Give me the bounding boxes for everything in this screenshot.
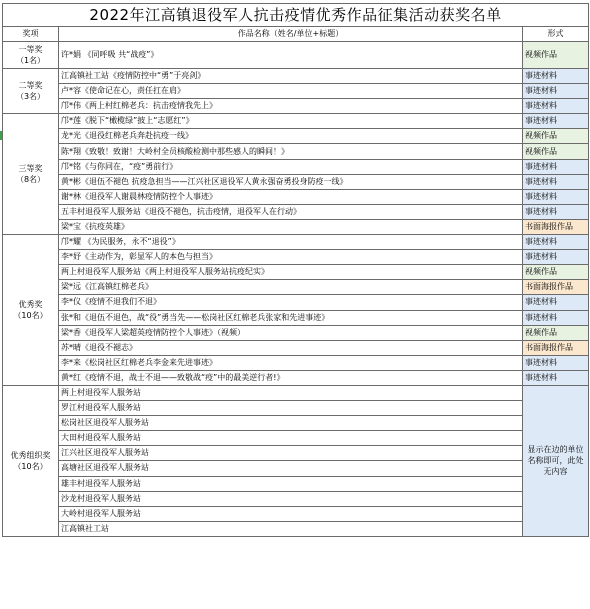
form-cell[interactable]: 事迹材料 <box>523 84 589 99</box>
work-cell[interactable]: 松岗社区退役军人服务站 <box>59 416 523 431</box>
form-cell[interactable]: 书面海报作品 <box>523 280 589 295</box>
org-note-cell[interactable]: 显示在边的单位名称即可，此处无内容 <box>523 385 589 536</box>
header-award[interactable]: 奖项 <box>3 27 59 42</box>
table-row <box>3 401 589 416</box>
work-cell[interactable]: 谢*林《退役军人谢晨林疫情防控个人事迹》 <box>59 189 523 204</box>
work-cell[interactable]: 江兴社区退役军人服务站 <box>59 446 523 461</box>
form-cell[interactable]: 视频作品 <box>523 144 589 159</box>
work-cell[interactable]: 罗江村退役军人服务站 <box>59 401 523 416</box>
form-cell[interactable]: 事迹材料 <box>523 99 589 114</box>
table-row <box>3 189 589 204</box>
form-cell[interactable]: 事迹材料 <box>523 69 589 84</box>
work-cell[interactable]: 江高镇社工站《疫情防控中“勇”于亮剑》 <box>59 69 523 84</box>
table-row <box>3 385 589 400</box>
table-row <box>3 204 589 219</box>
header-form[interactable]: 形式 <box>523 27 589 42</box>
work-cell[interactable]: 两上村退役军人服务站《两上村退役军人服务站抗疫纪实》 <box>59 265 523 280</box>
header-work[interactable]: 作品名称（姓名/单位+标题） <box>59 27 523 42</box>
table-row <box>3 129 589 144</box>
table-row <box>3 446 589 461</box>
form-cell[interactable]: 事迹材料 <box>523 235 589 250</box>
work-cell[interactable]: 梁*远《江高镇红棉老兵》 <box>59 280 523 295</box>
work-cell[interactable]: 卢*容《使命记在心，责任扛在肩》 <box>59 84 523 99</box>
form-cell[interactable]: 事迹材料 <box>523 159 589 174</box>
award-cell[interactable]: 二等奖 （3名） <box>3 69 59 114</box>
work-cell[interactable]: 邝*伟《两上村红棉老兵：抗击疫情我先上》 <box>59 99 523 114</box>
form-cell[interactable]: 事迹材料 <box>523 114 589 129</box>
table-row <box>3 144 589 159</box>
table-row <box>3 69 589 84</box>
award-cell[interactable]: 一等奖 （1名） <box>3 42 59 69</box>
work-cell[interactable]: 江高镇社工站 <box>59 521 523 536</box>
table-row <box>3 431 589 446</box>
form-cell[interactable]: 视频作品 <box>523 265 589 280</box>
form-cell[interactable]: 事迹材料 <box>523 370 589 385</box>
award-table <box>2 3 589 537</box>
work-cell[interactable]: 黄*红《疫情不退，战士不退——致敬战“疫”中的最美逆行者!》 <box>59 370 523 385</box>
work-cell[interactable]: 张*和《退伍不退色，战“役”勇当先——松岗社区红棉老兵张家和先进事迹》 <box>59 310 523 325</box>
work-cell[interactable]: 苏*晴《退役不褪志》 <box>59 340 523 355</box>
work-cell[interactable]: 沙龙村退役军人服务站 <box>59 491 523 506</box>
form-cell[interactable]: 事迹材料 <box>523 310 589 325</box>
work-cell[interactable]: 大田村退役军人服务站 <box>59 431 523 446</box>
form-cell[interactable]: 视频作品 <box>523 42 589 69</box>
table-row <box>3 99 589 114</box>
table-row <box>3 355 589 370</box>
page-title: 2022年江高镇退役军人抗击疫情优秀作品征集活动获奖名单 <box>3 4 589 27</box>
award-cell[interactable]: 优秀奖 （10名） <box>3 235 59 386</box>
work-cell[interactable]: 邝*耀 《为民服务，永不“退役”》 <box>59 235 523 250</box>
table-row <box>3 325 589 340</box>
work-cell[interactable]: 李*仪《疫情不退我们不退》 <box>59 295 523 310</box>
work-cell[interactable]: 雄丰村退役军人服务站 <box>59 476 523 491</box>
table-row <box>3 370 589 385</box>
form-cell[interactable]: 事迹材料 <box>523 250 589 265</box>
form-cell[interactable]: 视频作品 <box>523 129 589 144</box>
form-cell[interactable]: 事迹材料 <box>523 189 589 204</box>
work-cell[interactable]: 李*妤《主动作为，彰显军人的本色与担当》 <box>59 250 523 265</box>
work-cell[interactable]: 大岭村退役军人服务站 <box>59 506 523 521</box>
award-cell[interactable]: 优秀组织奖 （10名） <box>3 385 59 536</box>
table-row <box>3 219 589 234</box>
table-row <box>3 159 589 174</box>
work-cell[interactable]: 五丰村退役军人服务站《退役不褪色，抗击疫情，退役军人在行动》 <box>59 204 523 219</box>
form-cell[interactable]: 书面海报作品 <box>523 340 589 355</box>
table-row <box>3 416 589 431</box>
table-row <box>3 521 589 536</box>
work-cell[interactable]: 梁*香《退役军人梁超英疫情防控个人事迹》（视频） <box>59 325 523 340</box>
form-cell[interactable]: 视频作品 <box>523 325 589 340</box>
work-cell[interactable]: 李*来《松岗社区红棉老兵李金来先进事迹》 <box>59 355 523 370</box>
table-row <box>3 310 589 325</box>
table-row <box>3 42 589 69</box>
table-row <box>3 174 589 189</box>
work-cell[interactable]: 陈*翔《致敬！致谢！大岭村全员核酸检测中那些感人的瞬间！》 <box>59 144 523 159</box>
table-row <box>3 476 589 491</box>
form-cell[interactable]: 事迹材料 <box>523 295 589 310</box>
work-cell[interactable]: 黄*彬《退伍不褪色 抗疫急担当——江兴社区退役军人黄永强奋勇投身防疫一线》 <box>59 174 523 189</box>
table-row <box>3 491 589 506</box>
work-cell[interactable]: 梁*宝《抗疫英雄》 <box>59 219 523 234</box>
work-cell[interactable]: 邝*莲《脱下“橄榄绿”披上“志愿红”》 <box>59 114 523 129</box>
form-cell[interactable]: 事迹材料 <box>523 174 589 189</box>
table-row <box>3 84 589 99</box>
table-row <box>3 506 589 521</box>
table-row <box>3 461 589 476</box>
work-cell[interactable]: 两上村退役军人服务站 <box>59 385 523 400</box>
table-row <box>3 295 589 310</box>
work-cell[interactable]: 许*娟 《同呼吸 共“战疫”》 <box>59 42 523 69</box>
form-cell[interactable]: 事迹材料 <box>523 355 589 370</box>
work-cell[interactable]: 邝*铭《与你同在，“疫”勇前行》 <box>59 159 523 174</box>
table-row <box>3 114 589 129</box>
work-cell[interactable]: 高塘社区退役军人服务站 <box>59 461 523 476</box>
form-cell[interactable]: 书面海报作品 <box>523 219 589 234</box>
table-row <box>3 250 589 265</box>
table-row <box>3 340 589 355</box>
form-cell[interactable]: 事迹材料 <box>523 204 589 219</box>
table-row <box>3 265 589 280</box>
table-row <box>3 280 589 295</box>
award-cell[interactable]: 三等奖 （8名） <box>3 114 59 235</box>
table-row <box>3 235 589 250</box>
work-cell[interactable]: 龙*光《退役红棉老兵奔赴抗疫一线》 <box>59 129 523 144</box>
